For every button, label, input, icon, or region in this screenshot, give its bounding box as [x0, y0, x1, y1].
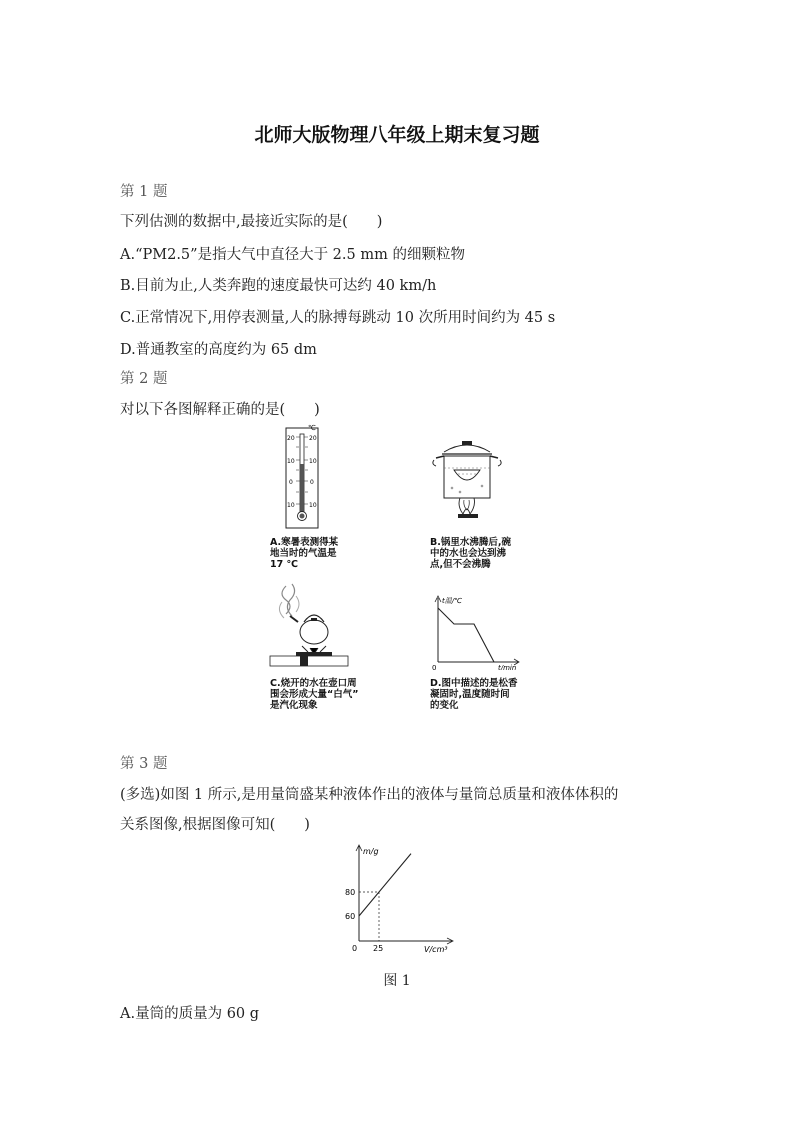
figure-c-caption-line-3: 是汽化现象	[270, 700, 318, 711]
figure-a-caption	[270, 537, 390, 570]
thermometer-tick-right-10: 10	[309, 458, 317, 465]
figure-a-caption-line-2: 地当时的气温是	[270, 548, 337, 559]
thermometer-figure	[278, 422, 328, 532]
figure-b-caption-line-1: B.锅里水沸腾后,碗	[430, 537, 511, 548]
page-title: 北师大版物理八年级上期末复习题	[254, 124, 540, 146]
q1-heading: 第 1 题	[120, 184, 168, 200]
q1-option-a: A.“PM2.5”是指大气中直径大于 2.5 mm 的细颗粒物	[120, 247, 465, 263]
q3-heading: 第 3 题	[120, 756, 168, 772]
figure-c-caption-line-2: 围会形成大量“白气”	[270, 689, 359, 700]
q1-option-d: D.普通教室的高度约为 65 dm	[120, 342, 317, 358]
kettle-figure	[268, 582, 350, 670]
chart-data-line	[359, 854, 411, 916]
graph-d-x-label: t/min	[498, 664, 517, 670]
chart-y-label: m/g	[363, 847, 379, 856]
q3-stem-line-2: 关系图像,根据图像可知( )	[120, 817, 310, 833]
chart-y-tick-60: 60	[345, 912, 356, 921]
mass-volume-chart	[340, 842, 460, 957]
chart-x-tick-25: 25	[373, 944, 384, 953]
figure-b-caption-line-2: 中的水也会达到沸	[430, 548, 507, 559]
q1-option-c: C.正常情况下,用停表测量,人的脉搏每跳动 10 次所用时间约为 45 s	[120, 310, 556, 326]
q1-option-b: B.目前为止,人类奔跑的速度最快可达约 40 km/h	[120, 278, 437, 294]
thermometer-tick-right-neg10: 10	[309, 502, 317, 509]
figure-d-caption-line-3: 的变化	[430, 700, 459, 711]
q2-heading: 第 2 题	[120, 371, 168, 387]
temperature-time-graph	[426, 590, 522, 670]
figure-b-caption	[430, 537, 550, 570]
figure-b-caption-line-3: 点,但不会沸腾	[430, 559, 491, 570]
figure-a-caption-line-1: A.寒暑表测得某	[270, 537, 339, 548]
chart-x-label: V/cm³	[424, 945, 448, 954]
thermometer-tick-left-neg10: 10	[287, 502, 295, 509]
graph-d-y-label: t温/℃	[442, 597, 462, 605]
figure-a-caption-line-3: 17 ℃	[270, 559, 299, 570]
chart-origin: 0	[352, 944, 358, 953]
figure-1-caption: 图 1	[383, 973, 411, 989]
q1-stem: 下列估测的数据中,最接近实际的是( )	[120, 214, 383, 230]
chart-y-tick-80: 80	[345, 888, 356, 897]
thermometer-tick-right-20: 20	[309, 435, 317, 442]
q3-stem-line-1: (多选)如图 1 所示,是用量筒盛某种液体作出的液体与量筒总质量和液体体积的	[120, 787, 619, 803]
figure-d-caption-line-2: 凝固时,温度随时间	[430, 689, 510, 700]
thermometer-tick-right-0: 0	[310, 479, 314, 486]
graph-d-origin: 0	[432, 664, 437, 670]
thermometer-unit: ℃	[308, 424, 316, 432]
figure-c-caption	[270, 678, 390, 711]
q3-option-a: A.量筒的质量为 60 g	[120, 1006, 260, 1022]
q2-stem: 对以下各图解释正确的是( )	[120, 402, 320, 418]
figure-c-caption-line-1: C.烧开的水在壶口周	[270, 678, 357, 689]
thermometer-tick-left-20: 20	[287, 435, 295, 442]
thermometer-tick-left-0: 0	[289, 479, 293, 486]
thermometer-tick-left-10: 10	[287, 458, 295, 465]
figure-d-caption	[430, 678, 550, 711]
graph-d-curve	[438, 608, 494, 662]
boiling-pot-figure	[430, 440, 505, 520]
figure-d-caption-line-1: D.图中描述的是松香	[430, 678, 518, 689]
